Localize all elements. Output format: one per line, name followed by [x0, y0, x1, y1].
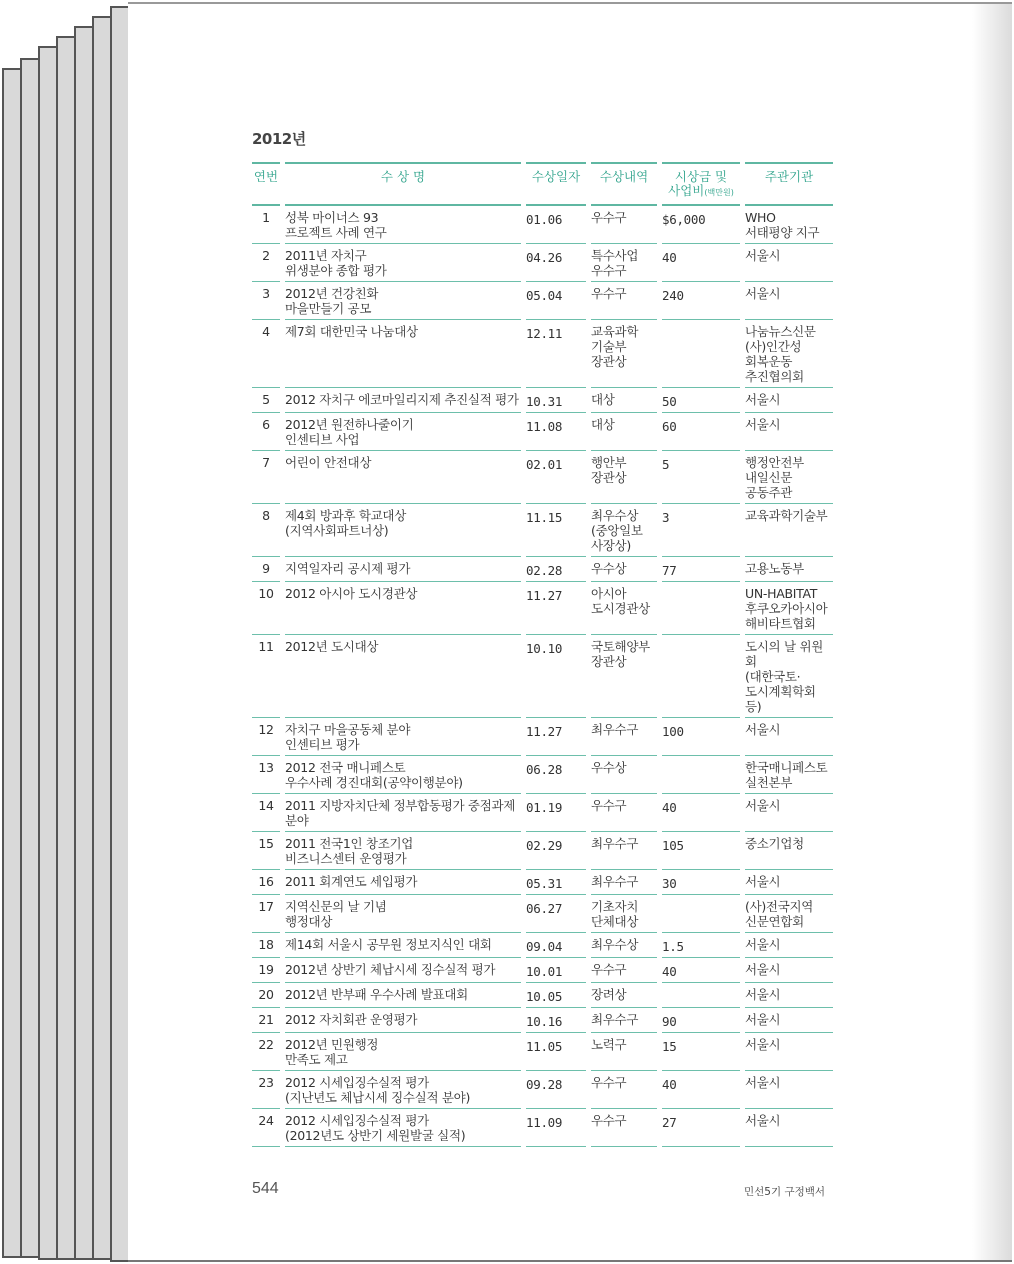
- cell-award-amount: 27: [662, 1109, 740, 1147]
- awards-table-body: [252, 206, 833, 1147]
- cell-award-name: 2012 자치구 에코마일리지제 추진실적 평가: [285, 388, 521, 413]
- header-date: 수상일자: [526, 162, 586, 206]
- cell-award-detail: 우수상: [591, 557, 657, 582]
- cell-organizer: 서울시: [745, 282, 833, 320]
- cell-organizer: 서울시: [745, 718, 833, 756]
- cell-no: 6: [252, 413, 280, 451]
- page-edge: [92, 16, 112, 1260]
- cell-no: 20: [252, 983, 280, 1008]
- cell-award-amount: 40: [662, 244, 740, 282]
- header-org: 주관기관: [745, 162, 833, 206]
- cell-no: 2: [252, 244, 280, 282]
- cell-award-detail: 아시아 도시경관상: [591, 582, 657, 635]
- cell-organizer: 서울시: [745, 1071, 833, 1109]
- cell-award-amount: 40: [662, 794, 740, 832]
- cell-no: 18: [252, 933, 280, 958]
- cell-award-date: 10.31: [526, 388, 586, 413]
- cell-award-detail: 특수사업 우수구: [591, 244, 657, 282]
- cell-no: 3: [252, 282, 280, 320]
- table-row: [252, 451, 833, 504]
- cell-award-name: 제14회 서울시 공무원 정보지식인 대회: [285, 933, 521, 958]
- cell-award-name: 2012 시세입징수실적 평가 (지난년도 체납시세 징수실적 분야): [285, 1071, 521, 1109]
- cell-organizer: 서울시: [745, 870, 833, 895]
- header-detail: 수상내역: [591, 162, 657, 206]
- cell-no: 21: [252, 1008, 280, 1033]
- cell-award-date: 09.28: [526, 1071, 586, 1109]
- page-edge: [38, 46, 58, 1260]
- cell-no: 7: [252, 451, 280, 504]
- cell-award-detail: 최우수구: [591, 1008, 657, 1033]
- cell-award-date: 11.05: [526, 1033, 586, 1071]
- cell-organizer: 서울시: [745, 933, 833, 958]
- cell-no: 23: [252, 1071, 280, 1109]
- page-curl-shadow: [972, 4, 1012, 1260]
- table-row: [252, 244, 833, 282]
- cell-award-date: 01.19: [526, 794, 586, 832]
- cell-award-detail: 대상: [591, 388, 657, 413]
- cell-no: 9: [252, 557, 280, 582]
- cell-award-detail: 최우수상 (중앙일보 사장상): [591, 504, 657, 557]
- cell-organizer: 행정안전부 내일신문 공동주관: [745, 451, 833, 504]
- cell-award-date: 10.01: [526, 958, 586, 983]
- cell-award-detail: 기초자치 단체대상: [591, 895, 657, 933]
- cell-award-amount: 50: [662, 388, 740, 413]
- cell-award-amount: 77: [662, 557, 740, 582]
- cell-organizer: 중소기업청: [745, 832, 833, 870]
- cell-organizer: 나눔뉴스신문 (사)인간성 회복운동 추진협의회: [745, 320, 833, 388]
- cell-no: 14: [252, 794, 280, 832]
- cell-organizer: 서울시: [745, 958, 833, 983]
- cell-no: 19: [252, 958, 280, 983]
- cell-no: 4: [252, 320, 280, 388]
- table-header-row: [252, 162, 833, 206]
- cell-award-name: 2012 자치회관 운영평가: [285, 1008, 521, 1033]
- cell-award-date: 06.27: [526, 895, 586, 933]
- cell-award-detail: 우수구: [591, 794, 657, 832]
- cell-award-amount: 60: [662, 413, 740, 451]
- cell-award-name: 어린이 안전대상: [285, 451, 521, 504]
- cell-award-amount: 1.5: [662, 933, 740, 958]
- cell-award-detail: 우수구: [591, 206, 657, 244]
- cell-no: 17: [252, 895, 280, 933]
- table-row: [252, 413, 833, 451]
- cell-organizer: 교육과학기술부: [745, 504, 833, 557]
- cell-award-amount: [662, 320, 740, 388]
- cell-award-date: 04.26: [526, 244, 586, 282]
- cell-award-date: 02.29: [526, 832, 586, 870]
- header-name: 수 상 명: [285, 162, 521, 206]
- cell-award-amount: 15: [662, 1033, 740, 1071]
- cell-award-detail: 국토해양부 장관상: [591, 635, 657, 718]
- cell-award-amount: [662, 756, 740, 794]
- page-edge: [110, 6, 130, 1262]
- cell-award-name: 2012 전국 매니페스토 우수사례 경진대회(공약이행분야): [285, 756, 521, 794]
- cell-award-name: 2012 시세입징수실적 평가 (2012년도 상반기 세원발굴 실적): [285, 1109, 521, 1147]
- table-row: [252, 958, 833, 983]
- cell-award-name: 2011 지방자치단체 정부합동평가 중점과제 분야: [285, 794, 521, 832]
- cell-no: 11: [252, 635, 280, 718]
- cell-award-detail: 행안부 장관상: [591, 451, 657, 504]
- section-title: 2012년: [252, 130, 306, 148]
- table-row: [252, 388, 833, 413]
- cell-award-amount: [662, 895, 740, 933]
- cell-organizer: 서울시: [745, 244, 833, 282]
- cell-award-detail: 우수상: [591, 756, 657, 794]
- table-row: [252, 756, 833, 794]
- header-amount-line1: 시상금 및: [674, 169, 728, 184]
- cell-no: 13: [252, 756, 280, 794]
- table-row: [252, 794, 833, 832]
- cell-award-detail: 우수구: [591, 282, 657, 320]
- cell-organizer: 고용노동부: [745, 557, 833, 582]
- cell-award-detail: 노력구: [591, 1033, 657, 1071]
- page-edge: [74, 26, 94, 1260]
- table-row: [252, 1008, 833, 1033]
- table-row: [252, 933, 833, 958]
- cell-award-name: 제7회 대한민국 나눔대상: [285, 320, 521, 388]
- cell-award-detail: 최우수구: [591, 832, 657, 870]
- table-row: [252, 1033, 833, 1071]
- cell-award-name: 지역신문의 날 기념 행정대상: [285, 895, 521, 933]
- cell-award-name: 2012 아시아 도시경관상: [285, 582, 521, 635]
- cell-award-name: 2012년 민원행정 만족도 제고: [285, 1033, 521, 1071]
- cell-award-date: 01.06: [526, 206, 586, 244]
- cell-organizer: 서울시: [745, 413, 833, 451]
- header-amount-unit: (백만원): [704, 188, 734, 197]
- header-no: 연번: [252, 162, 280, 206]
- cell-award-amount: 3: [662, 504, 740, 557]
- cell-award-name: 2012년 반부패 우수사례 발표대회: [285, 983, 521, 1008]
- table-row: [252, 895, 833, 933]
- book-title: 민선5기 구정백서: [744, 1186, 826, 1198]
- cell-no: 5: [252, 388, 280, 413]
- cell-award-name: 2012년 도시대상: [285, 635, 521, 718]
- cell-award-name: 성북 마이너스 93 프로젝트 사례 연구: [285, 206, 521, 244]
- header-amount: [662, 162, 740, 206]
- table-row: [252, 206, 833, 244]
- table-row: [252, 504, 833, 557]
- cell-award-name: 2012년 건강친화 마을만들기 공모: [285, 282, 521, 320]
- cell-no: 8: [252, 504, 280, 557]
- cell-award-detail: 우수구: [591, 1109, 657, 1147]
- page-edge: [56, 36, 76, 1260]
- document-page: [128, 2, 1012, 1262]
- table-row: [252, 582, 833, 635]
- cell-organizer: 서울시: [745, 983, 833, 1008]
- cell-award-name: 2012년 상반기 체납시세 징수실적 평가: [285, 958, 521, 983]
- cell-award-amount: 5: [662, 451, 740, 504]
- cell-no: 10: [252, 582, 280, 635]
- cell-award-date: 09.04: [526, 933, 586, 958]
- cell-organizer: WHO 서태평양 지구: [745, 206, 833, 244]
- cell-no: 16: [252, 870, 280, 895]
- page-edge: [2, 68, 22, 1258]
- cell-no: 1: [252, 206, 280, 244]
- cell-award-name: 제4회 방과후 학교대상 (지역사회파트너상): [285, 504, 521, 557]
- cell-award-date: 11.27: [526, 582, 586, 635]
- cell-award-date: 02.28: [526, 557, 586, 582]
- cell-award-amount: 240: [662, 282, 740, 320]
- cell-award-name: 자치구 마을공동체 분야 인센티브 평가: [285, 718, 521, 756]
- table-row: [252, 718, 833, 756]
- cell-award-name: 2011년 자치구 위생분야 종합 평가: [285, 244, 521, 282]
- cell-organizer: 서울시: [745, 388, 833, 413]
- cell-award-date: 05.04: [526, 282, 586, 320]
- cell-award-date: 11.08: [526, 413, 586, 451]
- cell-award-amount: $6,000: [662, 206, 740, 244]
- cell-award-detail: 교육과학 기술부 장관상: [591, 320, 657, 388]
- table-row: [252, 1109, 833, 1147]
- cell-award-date: 06.28: [526, 756, 586, 794]
- awards-table: [247, 162, 838, 1147]
- cell-award-date: 10.10: [526, 635, 586, 718]
- cell-award-amount: [662, 983, 740, 1008]
- table-row: [252, 557, 833, 582]
- table-row: [252, 983, 833, 1008]
- cell-award-date: 11.15: [526, 504, 586, 557]
- cell-award-name: 2011 전국1인 창조기업 비즈니스센터 운영평가: [285, 832, 521, 870]
- cell-award-date: 11.27: [526, 718, 586, 756]
- cell-award-date: 11.09: [526, 1109, 586, 1147]
- table-row: [252, 832, 833, 870]
- cell-award-detail: 최우수구: [591, 718, 657, 756]
- cell-award-amount: [662, 582, 740, 635]
- cell-award-amount: 100: [662, 718, 740, 756]
- page-number: 544: [252, 1180, 279, 1197]
- table-row: [252, 282, 833, 320]
- cell-award-detail: 최우수구: [591, 870, 657, 895]
- cell-award-date: 10.05: [526, 983, 586, 1008]
- table-row: [252, 870, 833, 895]
- header-amount-line2: 사업비: [668, 183, 705, 198]
- cell-award-amount: [662, 635, 740, 718]
- cell-award-amount: 105: [662, 832, 740, 870]
- cell-award-detail: 장려상: [591, 983, 657, 1008]
- cell-award-name: 2011 회계연도 세입평가: [285, 870, 521, 895]
- cell-award-date: 02.01: [526, 451, 586, 504]
- cell-award-detail: 우수구: [591, 1071, 657, 1109]
- table-row: [252, 1071, 833, 1109]
- cell-organizer: (사)전국지역 신문연합회: [745, 895, 833, 933]
- cell-award-date: 12.11: [526, 320, 586, 388]
- table-row: [252, 635, 833, 718]
- cell-award-date: 05.31: [526, 870, 586, 895]
- cell-award-amount: 40: [662, 1071, 740, 1109]
- cell-award-date: 10.16: [526, 1008, 586, 1033]
- cell-award-name: 지역일자리 공시제 평가: [285, 557, 521, 582]
- cell-organizer: 서울시: [745, 794, 833, 832]
- cell-award-amount: 90: [662, 1008, 740, 1033]
- cell-organizer: 서울시: [745, 1033, 833, 1071]
- cell-award-amount: 40: [662, 958, 740, 983]
- cell-organizer: 한국매니페스토 실천본부: [745, 756, 833, 794]
- table-row: [252, 320, 833, 388]
- cell-award-amount: 30: [662, 870, 740, 895]
- page-edge: [20, 58, 40, 1258]
- cell-no: 24: [252, 1109, 280, 1147]
- cell-award-detail: 대상: [591, 413, 657, 451]
- cell-award-detail: 최우수상: [591, 933, 657, 958]
- cell-organizer: 도시의 날 위원회 (대한국토· 도시계획학회 등): [745, 635, 833, 718]
- cell-award-detail: 우수구: [591, 958, 657, 983]
- cell-organizer: 서울시: [745, 1109, 833, 1147]
- cell-no: 12: [252, 718, 280, 756]
- cell-no: 15: [252, 832, 280, 870]
- cell-award-name: 2012년 원전하나줄이기 인센티브 사업: [285, 413, 521, 451]
- cell-organizer: UN-HABITAT 후쿠오카아시아 해비타트협회: [745, 582, 833, 635]
- cell-no: 22: [252, 1033, 280, 1071]
- cell-organizer: 서울시: [745, 1008, 833, 1033]
